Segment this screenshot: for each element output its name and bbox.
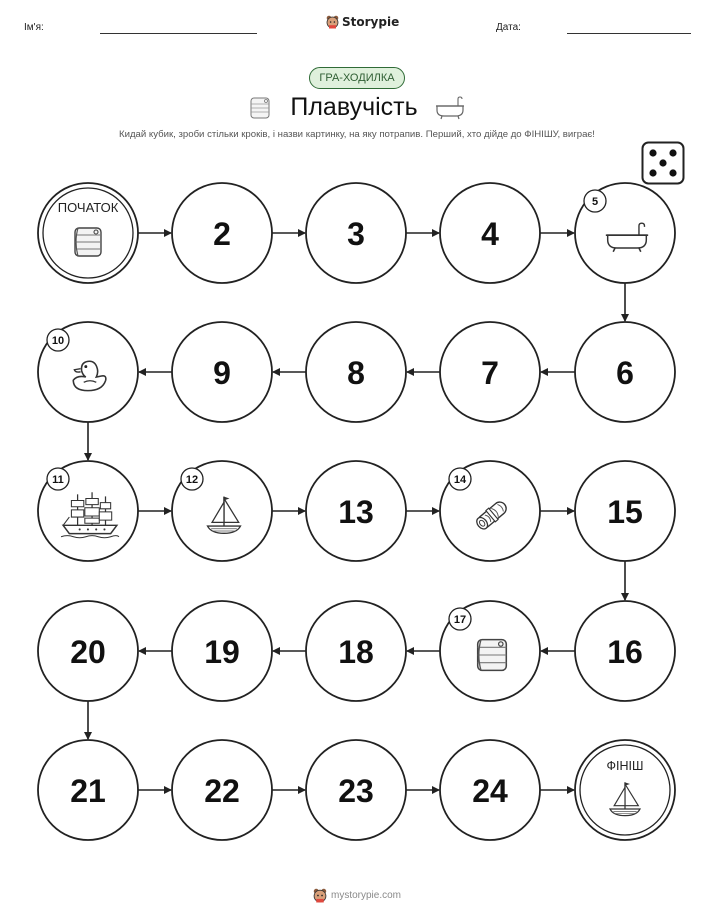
page-title: Плавучість <box>290 93 418 121</box>
board-cell[interactable] <box>306 461 406 561</box>
cell-number: 7 <box>481 355 499 391</box>
brand-name: Storypie <box>342 15 400 29</box>
cell-number: 24 <box>472 773 508 809</box>
cell-number: 5 <box>591 196 599 208</box>
cell-number: 8 <box>347 355 365 391</box>
cell-number: 6 <box>616 355 634 391</box>
cell-number: 20 <box>70 634 106 670</box>
board-cell[interactable] <box>575 461 675 561</box>
cell-number: 19 <box>204 634 240 670</box>
armband-icon <box>75 228 101 256</box>
cell-number: 18 <box>338 634 374 670</box>
cell-number: 3 <box>347 216 365 252</box>
board-cell[interactable] <box>440 322 540 422</box>
bear-icon <box>313 888 327 903</box>
cell-number: 14 <box>453 474 467 486</box>
board-cell[interactable] <box>38 601 138 701</box>
cell-number: 10 <box>51 335 65 347</box>
board-cell[interactable] <box>306 322 406 422</box>
board-cell[interactable] <box>172 322 272 422</box>
game-type-badge: ГРА-ХОДИЛКА <box>309 67 404 89</box>
name-label: Ім'я: <box>24 22 44 33</box>
board-cell[interactable] <box>306 183 406 283</box>
finish-cell[interactable] <box>575 740 675 840</box>
cell-number: 17 <box>453 614 467 626</box>
board-cell[interactable] <box>172 183 272 283</box>
start-cell[interactable] <box>38 183 138 283</box>
board-cell[interactable] <box>38 740 138 840</box>
cell-number: 21 <box>70 773 106 809</box>
instructions: Кидай кубик, зроби стільки кроків, і назви картинку, на яку потрапив. Перший, хто дійде до ФІНІШУ, виграє! <box>119 129 595 140</box>
board-cell[interactable] <box>575 183 675 283</box>
start-label: ПОЧАТОК <box>57 200 119 215</box>
cell-number: 23 <box>338 773 374 809</box>
footer-url: mystorypie.com <box>330 890 401 901</box>
board-cell[interactable] <box>172 601 272 701</box>
board-cell[interactable] <box>575 601 675 701</box>
cell-number: 16 <box>607 634 643 670</box>
finish-label: ФІНІШ <box>606 759 644 773</box>
board-cell[interactable] <box>440 601 540 701</box>
cell-number: 12 <box>185 474 199 486</box>
cell-number: 9 <box>213 355 231 391</box>
cell-number: 13 <box>338 494 374 530</box>
board-cell[interactable] <box>38 322 138 422</box>
footer <box>0 888 714 903</box>
board-cell[interactable] <box>440 461 540 561</box>
board-cell[interactable] <box>575 322 675 422</box>
board-cell[interactable] <box>38 461 138 561</box>
board-cell[interactable] <box>440 740 540 840</box>
board-cells <box>38 183 675 840</box>
armband-icon <box>478 640 507 671</box>
date-label: Дата: <box>496 22 521 33</box>
board-cell[interactable] <box>172 740 272 840</box>
board-cell[interactable] <box>172 461 272 561</box>
cell-number: 4 <box>481 216 499 252</box>
cell-number: 2 <box>213 216 231 252</box>
board-cell[interactable] <box>306 601 406 701</box>
cell-number: 11 <box>52 474 64 486</box>
cell-number: 22 <box>204 773 240 809</box>
board-cell[interactable] <box>306 740 406 840</box>
board-cell[interactable] <box>440 183 540 283</box>
cell-number: 15 <box>607 494 643 530</box>
